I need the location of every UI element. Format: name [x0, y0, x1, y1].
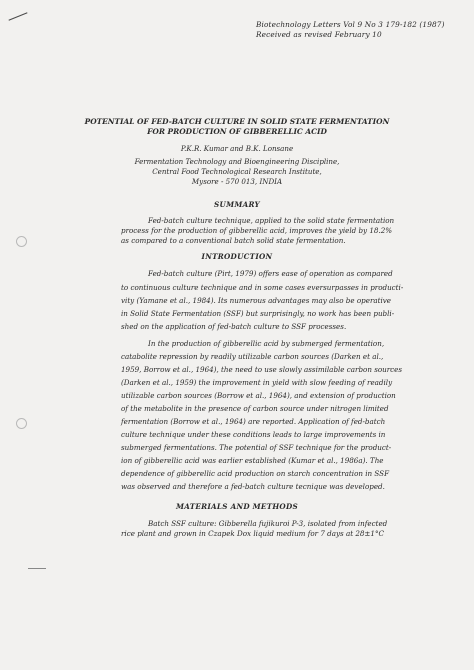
intro-p2-line: catabolite repression by readily utilizable carbon sources (Darken et al., [121, 352, 384, 361]
intro-p2-line: (Darken et al., 1959) the improvement in yield with slow feeding of readily [121, 378, 393, 387]
affiliation-line-3: Mysore - 570 013, INDIA [191, 177, 283, 186]
materials-heading: MATERIALS AND METHODS [175, 502, 299, 511]
intro-p2-line: In the production of gibberellic acid by submerged fermentation, [148, 339, 385, 348]
punch-hole-upper [16, 236, 27, 247]
affiliation-line-2: Central Food Technological Research Institute, [152, 167, 322, 176]
intro-p2-line: utilizable carbon sources (Borrow et al., 1964), and extension of production [121, 391, 396, 400]
paper-title-line-1: POTENTIAL OF FED-BATCH CULTURE IN SOLID STATE FERMENTATION [84, 117, 390, 126]
intro-p1-line: in Solid State Fermentation (SSF) but surprisingly, no work has been publi- [121, 309, 395, 318]
introduction-heading: INTRODUCTION [201, 252, 273, 261]
pen-mark-top [9, 12, 28, 20]
affiliation-line-1: Fermentation Technology and Bioengineering Discipline, [134, 157, 340, 166]
materials-line: rice plant and grown in Czapek Dox liquid medium for 7 days at 28±1°C [121, 529, 384, 538]
intro-p1-line: Fed-batch culture (Pirt, 1979) offers ease of operation as compared [148, 269, 393, 278]
summary-line: as compared to a conventional batch solid state fermentation. [121, 236, 346, 245]
intro-p1-line: shed on the application of fed-batch culture to SSF processes. [121, 322, 347, 331]
summary-line: process for the production of gibberellic acid, improves the yield by 18.2% [121, 226, 393, 235]
intro-p2-line: fermentation (Borrow et al., 1964) are reported. Application of fed-batch [121, 417, 386, 426]
paper-title-line-2: FOR PRODUCTION OF GIBBERELLIC ACID [147, 127, 327, 136]
authors: P.K.R. Kumar and B.K. Lonsane [180, 144, 294, 153]
summary-line: Fed-batch culture technique, applied to the solid state fermentation [148, 216, 395, 225]
intro-p2-line: of the metabolite in the presence of carbon source under nitrogen limited [121, 404, 389, 413]
intro-p2-line: 1959, Borrow et al., 1964), the need to use slowly assimilable carbon sources [121, 365, 403, 374]
intro-p2-line: ion of gibberellic acid was earlier established (Kumar et al., 1986a). The [121, 456, 384, 465]
intro-p1-line: to continuous culture technique and in some cases eversurpasses in producti- [121, 283, 404, 292]
intro-p2-line: culture technique under these conditions leads to large improvements in [121, 430, 386, 439]
intro-p1-line: vity (Yamane et al., 1984). Its numerous advantages may also be operative [121, 296, 392, 305]
journal-citation: Biotechnology Letters Vol 9 No 3 179-182 (1987) [256, 20, 445, 29]
materials-line: Batch SSF culture: Gibberella fujikuroi P-3, isolated from infected [148, 519, 388, 528]
pen-mark-bottom [28, 568, 46, 569]
intro-p2-line: submerged fermentations. The potential of SSF technique for the product- [121, 443, 392, 452]
intro-p2-line: was observed and therefore a fed-batch culture tecnique was developed. [121, 482, 385, 491]
intro-p2-line: dependence of gibberellic acid production on starch concentration in SSF [121, 469, 390, 478]
received-date: Received as revised February 10 [256, 30, 382, 39]
summary-heading: SUMMARY [214, 200, 260, 209]
punch-hole-lower [16, 418, 27, 429]
